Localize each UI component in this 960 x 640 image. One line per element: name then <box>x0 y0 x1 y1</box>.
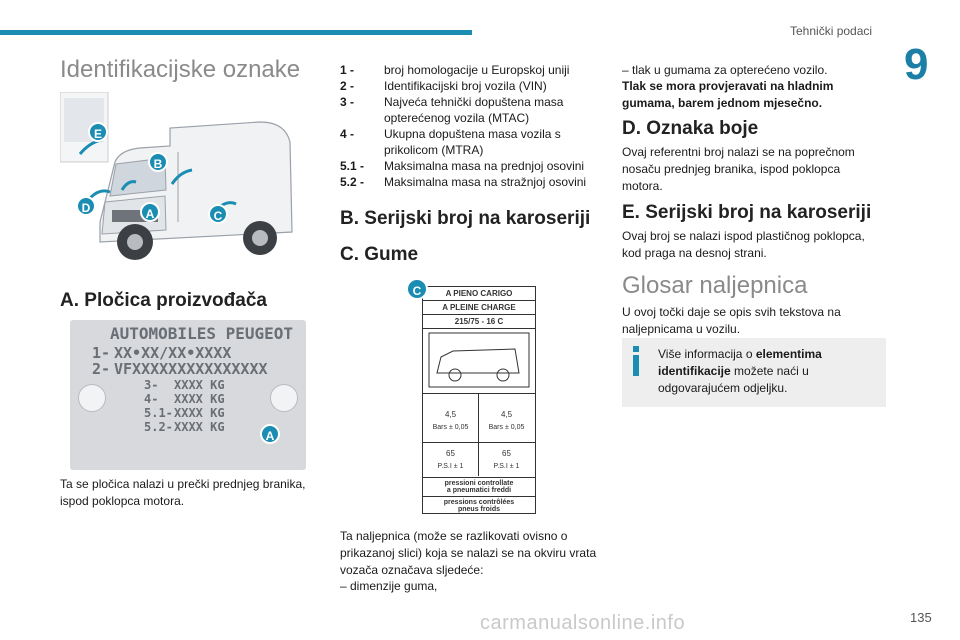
psi-section <box>423 442 535 477</box>
bars-section <box>423 393 535 442</box>
info-text-emphasis: elementima identifikacije <box>658 347 822 378</box>
glossary-title: Glosar naljepnica <box>622 272 808 299</box>
bars-rear: 4,5 <box>500 410 513 419</box>
header-accent-bar <box>0 30 472 35</box>
plate-line-key: 1- <box>92 344 111 362</box>
section-title: Tehnički podaci <box>790 24 873 38</box>
plate-line-value: VFXXXXXXXXXXXXXXX <box>114 360 268 378</box>
definition-key: 4 - <box>340 127 355 141</box>
definition-value: Identifikacijski broj vozila (VIN) <box>384 79 547 93</box>
watermark: carmanualsonline.info <box>480 612 686 634</box>
plate-line-value: XXXX KG <box>174 406 225 420</box>
heading-a: A. Pločica proizvođača <box>60 290 267 311</box>
heading-c: C. Gume <box>340 244 419 265</box>
plate-definitions <box>340 62 602 190</box>
plate-line-value: XXXX KG <box>174 420 225 434</box>
badge-c: C <box>406 278 428 300</box>
info-text <box>632 346 876 397</box>
label-note-fr: pneus froids <box>457 506 500 513</box>
list-item: – dimenzije guma, <box>340 579 438 593</box>
van-drawing <box>60 92 300 268</box>
page-title: Identifikacijske oznake <box>60 56 301 83</box>
definition-row <box>340 174 602 190</box>
heading-e: E. Serijski broj na karoseriji <box>622 202 872 223</box>
list-item: – tlak u gumama za opterećeno vozilo. <box>622 63 828 77</box>
bars-front: 4,5 <box>444 410 457 419</box>
pressure-warning: Tlak se mora provjeravati na hladnim gumama, barem jednom mjesečno. <box>622 79 834 110</box>
definition-row <box>340 78 602 94</box>
label-description: Ta naljepnica (može se razlikovati ovisno o prikazanoj slici) koja se nalazi se na okviru vrata vozača označava sljedeće: <box>340 529 597 577</box>
tyre-pressure-label <box>422 286 536 514</box>
plate-line-value: XX•XX/XX•XXXX <box>114 344 232 362</box>
label-row: A PIENO CARIGO <box>423 287 535 301</box>
paint-code-text: Ovaj referentni broj nalazi se na poprečnom nosaču prednjeg branika, ispod poklopca motora. <box>622 145 855 193</box>
badge-b: B <box>148 152 168 172</box>
plate-line-value: XXXX KG <box>174 392 225 406</box>
definition-value: Najveća tehnički dopuštena masa opterećenog vozila (MTAC) <box>384 95 564 125</box>
psi-tolerance: P.S.I ± 1 <box>493 463 520 470</box>
label-note-it: a pneumatici freddi <box>446 487 512 494</box>
page-number: 135 <box>910 610 932 625</box>
van-silhouette <box>423 329 535 391</box>
definition-value: Ukupna dopuštena masa vozila s prikolicom (MTRA) <box>384 127 561 157</box>
definition-row <box>340 94 602 126</box>
definition-row <box>340 62 602 78</box>
badge-d: D <box>76 196 96 216</box>
info-text-lead: Više informacija o <box>658 347 756 361</box>
plate-line-key: 2- <box>92 360 111 378</box>
definition-key: 5.1 - <box>340 159 365 173</box>
definition-key: 3 - <box>340 95 355 109</box>
psi-tolerance: P.S.I ± 1 <box>437 463 464 470</box>
definition-value: Maksimalna masa na prednjoj osovini <box>384 159 585 173</box>
badge-e: E <box>88 122 108 142</box>
badge-a: A <box>140 202 160 222</box>
definition-key: 1 - <box>340 63 355 77</box>
heading-b: B. Serijski broj na karoseriji <box>340 208 591 229</box>
label-row: A PLEINE CHARGE <box>423 301 535 315</box>
body-number-text: Ovaj broj se nalazi ispod plastičnog poklopca, kod praga na desnoj strani. <box>622 229 865 260</box>
tyre-size: 215/75 - 16 C <box>423 315 535 329</box>
badge-a: A <box>260 424 280 444</box>
glossary-text: U ovoj točki daje se opis svih tekstova na naljepnicama u vozilu. <box>622 305 841 336</box>
plate-line-key: 5.2- <box>144 420 173 434</box>
bars-tolerance: Bars ± 0,05 <box>432 424 469 431</box>
info-box <box>622 338 886 407</box>
van-illustration <box>60 92 300 268</box>
plate-rivet <box>270 384 298 412</box>
plate-line-value: XXXX KG <box>174 378 225 392</box>
definition-key: 5.2 - <box>340 175 365 189</box>
plate-line-key: 3- <box>144 378 159 392</box>
plate-brand: AUTOMOBILES PEUGEOT <box>110 324 294 343</box>
badge-c: C <box>208 204 228 224</box>
info-text-tail: možete naći u odgovarajućem odjeljku. <box>658 364 809 395</box>
definition-key: 2 - <box>340 79 355 93</box>
psi-front: 65 <box>446 449 455 458</box>
definition-value: broj homologacije u Europskoj uniji <box>384 63 570 77</box>
plate-line-key: 4- <box>144 392 159 406</box>
info-icon <box>632 346 640 376</box>
chapter-number: 9 <box>904 40 929 89</box>
plate-line-key: 5.1- <box>144 406 173 420</box>
bars-tolerance: Bars ± 0,05 <box>488 424 525 431</box>
label-note-fr: pressions contrôlées <box>423 496 535 506</box>
definition-row <box>340 126 602 158</box>
psi-rear: 65 <box>502 449 511 458</box>
definition-row <box>340 158 602 174</box>
heading-d: D. Oznaka boje <box>622 118 759 139</box>
definition-value: Maksimalna masa na stražnjoj osovini <box>384 175 587 189</box>
label-note-it: pressioni controllate <box>423 477 535 487</box>
manufacturer-plate <box>70 320 306 470</box>
plate-location-text: Ta se pločica nalazi u prečki prednjeg branika, ispod poklopca motora. <box>60 477 306 508</box>
plate-rivet <box>78 384 106 412</box>
